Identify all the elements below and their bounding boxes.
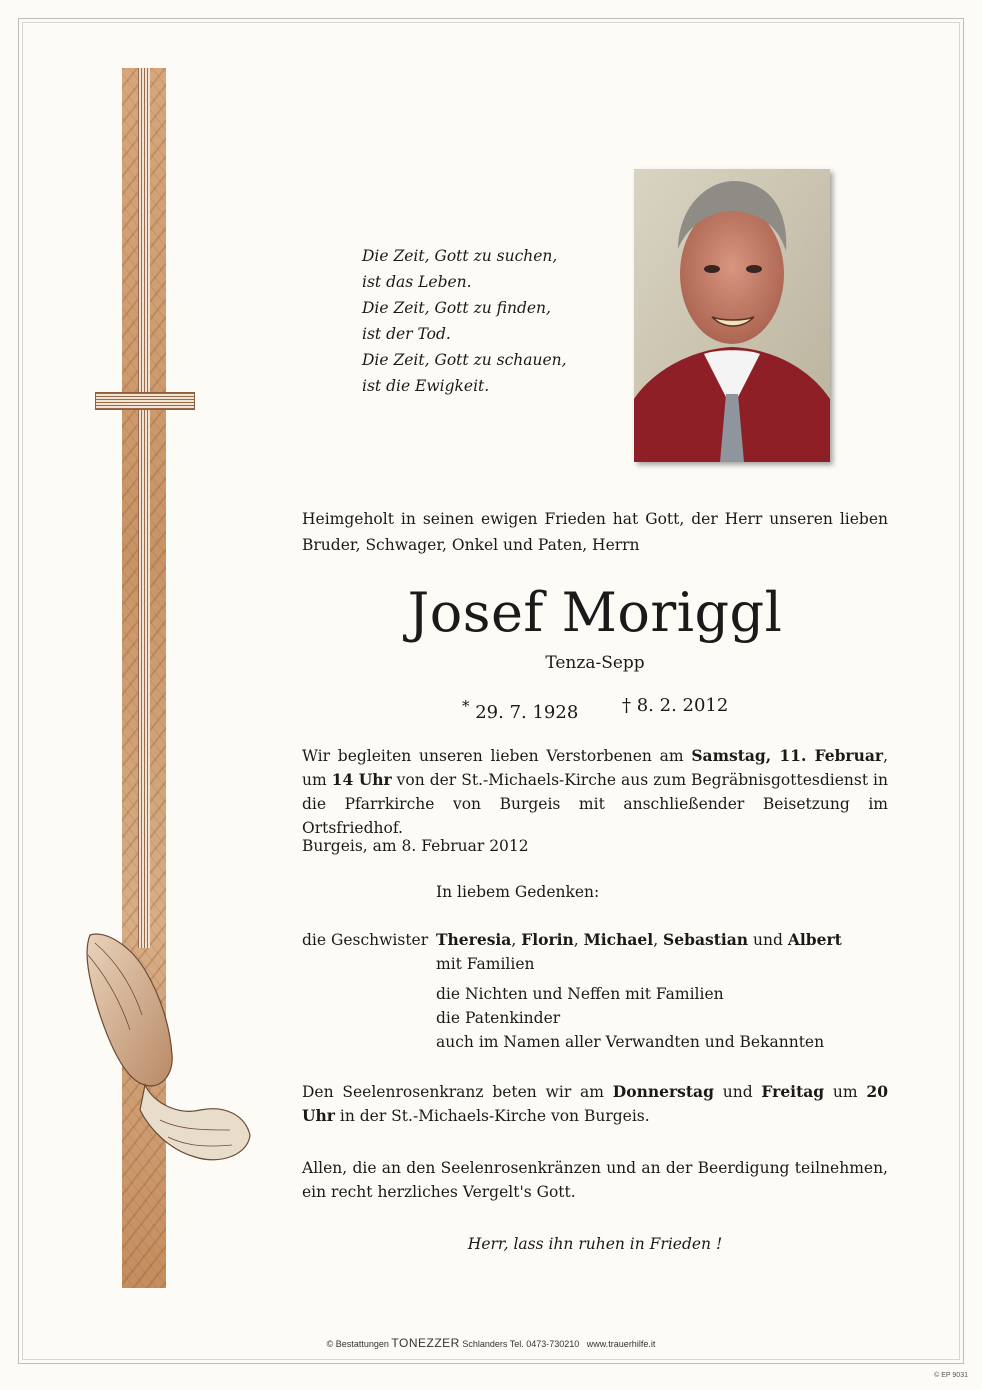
text: , — [511, 931, 522, 949]
birth-symbol: * — [462, 697, 470, 715]
poem-line: Die Zeit, Gott zu suchen, — [362, 247, 558, 265]
sibling-name: Albert — [787, 930, 842, 949]
family-line: mit Familien — [436, 955, 535, 973]
family-line: auch im Namen aller Verwandten und Bekannten — [436, 1033, 825, 1051]
text: in der St.-Michaels-Kirche von Burgeis. — [334, 1107, 650, 1125]
memory-line: In liebem Gedenken: — [436, 883, 600, 901]
family-line: die Patenkinder — [436, 1009, 561, 1027]
family-line: die Nichten und Neffen mit Familien — [436, 985, 724, 1003]
death-date-value: 8. 2. 2012 — [636, 695, 729, 716]
footer-brand: TONEZZER — [391, 1336, 460, 1350]
footer — [0, 1336, 982, 1350]
funeral-day: Samstag, 11. Februar — [691, 746, 884, 765]
text: von der St.-Michaels-Kirche aus zum Begräbnisgottesdienst in die Pfarrkirche von Burgeis mit anschließender Beisetzung im Ortsfriedhof. — [302, 771, 888, 837]
family-list — [436, 928, 842, 1054]
praying-hands-icon — [60, 925, 260, 1175]
funeral-paragraph — [302, 744, 888, 840]
footer-web: www.trauerhilfe.it — [586, 1339, 656, 1349]
family-label: die Geschwister — [302, 931, 429, 949]
death-date — [622, 692, 728, 720]
closing-prayer: Herr, lass ihn ruhen in Frieden ! — [467, 1235, 723, 1253]
text: und — [748, 931, 788, 949]
rosary-time: 20 Uhr — [302, 1082, 888, 1125]
poem-line: ist die Ewigkeit. — [362, 377, 490, 395]
rosary-day: Donnerstag — [612, 1082, 714, 1101]
intro-text: Heimgeholt in seinen ewigen Frieden hat Gott, der Herr unseren lieben Bruder, Schwager, Onkel und Paten, Herrn — [302, 510, 888, 554]
birth-date — [462, 692, 578, 727]
funeral-time: 14 Uhr — [331, 770, 392, 789]
text: , — [573, 931, 584, 949]
cross-bar — [95, 392, 195, 410]
text: und — [713, 1083, 762, 1101]
text: , um — [302, 747, 889, 789]
nickname: Tenza-Sepp — [545, 653, 645, 673]
footer-prefix: © Bestattungen — [326, 1339, 389, 1349]
thanks-paragraph: Allen, die an den Seelenrosenkränzen und an der Beerdigung teilnehmen, ein recht herzliches Vergelt's Gott. — [302, 1159, 888, 1201]
poem-line: Die Zeit, Gott zu finden, — [362, 299, 551, 317]
poem-line: Die Zeit, Gott zu schauen, — [362, 351, 567, 369]
sibling-name: Theresia — [436, 930, 512, 949]
text: , — [653, 931, 664, 949]
cross-stripes — [138, 68, 150, 948]
siblings-line — [436, 928, 842, 952]
birth-date-value: 29. 7. 1928 — [475, 702, 579, 723]
poem-line: ist das Leben. — [362, 273, 472, 291]
text: Wir begleiten unseren lieben Verstorbenen am — [302, 747, 692, 765]
sibling-name: Florin — [521, 930, 574, 949]
place-date: Burgeis, am 8. Februar 2012 — [302, 837, 529, 855]
cross-symbol: † — [622, 695, 631, 716]
footer-phone: Tel. 0473-730210 — [509, 1339, 580, 1349]
poem — [362, 243, 592, 399]
sibling-name: Sebastian — [663, 930, 749, 949]
sibling-name: Michael — [583, 930, 654, 949]
footer-town: Schlanders — [462, 1339, 508, 1349]
product-code: © EP 9031 — [934, 1372, 968, 1379]
text: Den Seelenrosenkranz beten wir am — [302, 1083, 613, 1101]
rosary-paragraph — [302, 1080, 888, 1128]
portrait-photo — [634, 169, 830, 462]
deceased-name: Josef Moriggl — [407, 581, 783, 644]
text: um — [824, 1083, 867, 1101]
poem-line: ist der Tod. — [362, 325, 451, 343]
rosary-day: Freitag — [761, 1082, 825, 1101]
